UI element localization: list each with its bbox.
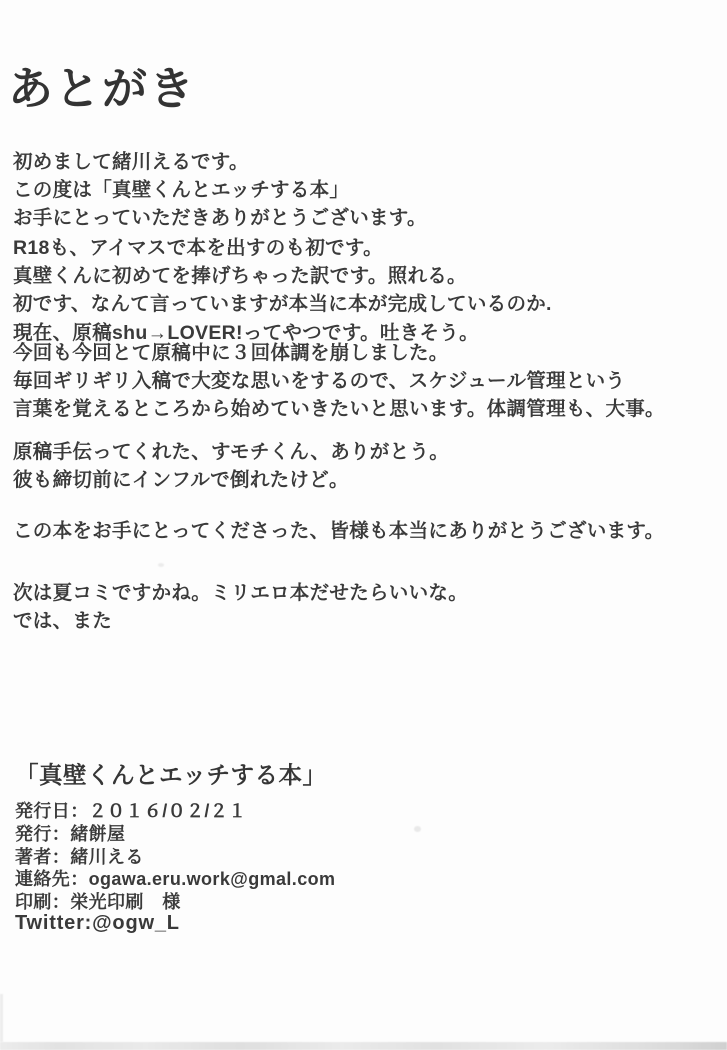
text-line: 初めまして緒川えるです。 <box>13 151 249 173</box>
scan-artifact <box>414 826 421 832</box>
text-line: 初です、なんて言っていますが本当に本が完成しているのか. <box>13 293 552 316</box>
text-line: 原稿手伝ってくれた、すモチくん、ありがとう。 <box>13 441 449 463</box>
text-line: 言葉を覚えるところから始めていきたいと思います。体調管理も、大事。 <box>13 398 665 421</box>
paragraph-greeting <box>13 148 427 233</box>
text-line: この本をお手にとってくださった、皆様も本当にありがとうございます。 <box>13 520 665 542</box>
text-line: では、また <box>13 610 113 633</box>
paragraph-health <box>13 339 665 424</box>
paragraph-first-book <box>13 234 552 347</box>
colophon-publish-date: 発行日：２０１６/０２/２１ <box>15 801 247 821</box>
text-line: 次は夏コミですかね。ミリエロ本だせたらいいな。 <box>13 582 469 604</box>
scan-artifact <box>0 994 3 1042</box>
colophon-contact-email: 連絡先：ogawa.eru.work@gmal.com <box>15 869 336 890</box>
colophon <box>15 756 335 914</box>
text-line: 今回も今回とて原稿中に３回体調を崩しました。 <box>13 342 449 364</box>
colophon-printer: 印刷：栄光印刷 様 <box>15 892 181 913</box>
text-line: R18も、アイマスで本を出すのも初です。 <box>13 237 383 259</box>
twitter-handle: Twitter:@ogw_L <box>15 912 180 934</box>
colophon-author: 著者：緒川える <box>15 846 144 867</box>
text-line: 現在、原稿shu→LOVER!ってやつです。吐きそう。 <box>13 321 479 344</box>
paragraph-closing <box>13 579 468 635</box>
colophon-book-title: 「真壁くんとエッチする本」 <box>15 762 327 788</box>
text-line: お手にとっていただきありがとうございます。 <box>13 207 427 230</box>
text-line: 真壁くんに初めてを捧げちゃった訳です。照れる。 <box>13 265 467 288</box>
paragraph-thanks-readers <box>13 517 664 545</box>
page-title: あとがき <box>8 63 197 114</box>
colophon-publisher: 発行：緒餅屋 <box>15 823 126 844</box>
scan-artifact-bottom-band <box>0 1042 727 1050</box>
text-line: この度は「真壁くんとエッチする本」 <box>13 179 350 202</box>
scan-artifact <box>158 563 164 567</box>
text-line: 彼も締切前にインフルで倒れたけど。 <box>13 469 349 492</box>
paragraph-thanks-helper <box>13 438 449 494</box>
text-line: 毎回ギリギリ入稿で大変な思いをするので、スケジュール管理という <box>13 370 626 393</box>
